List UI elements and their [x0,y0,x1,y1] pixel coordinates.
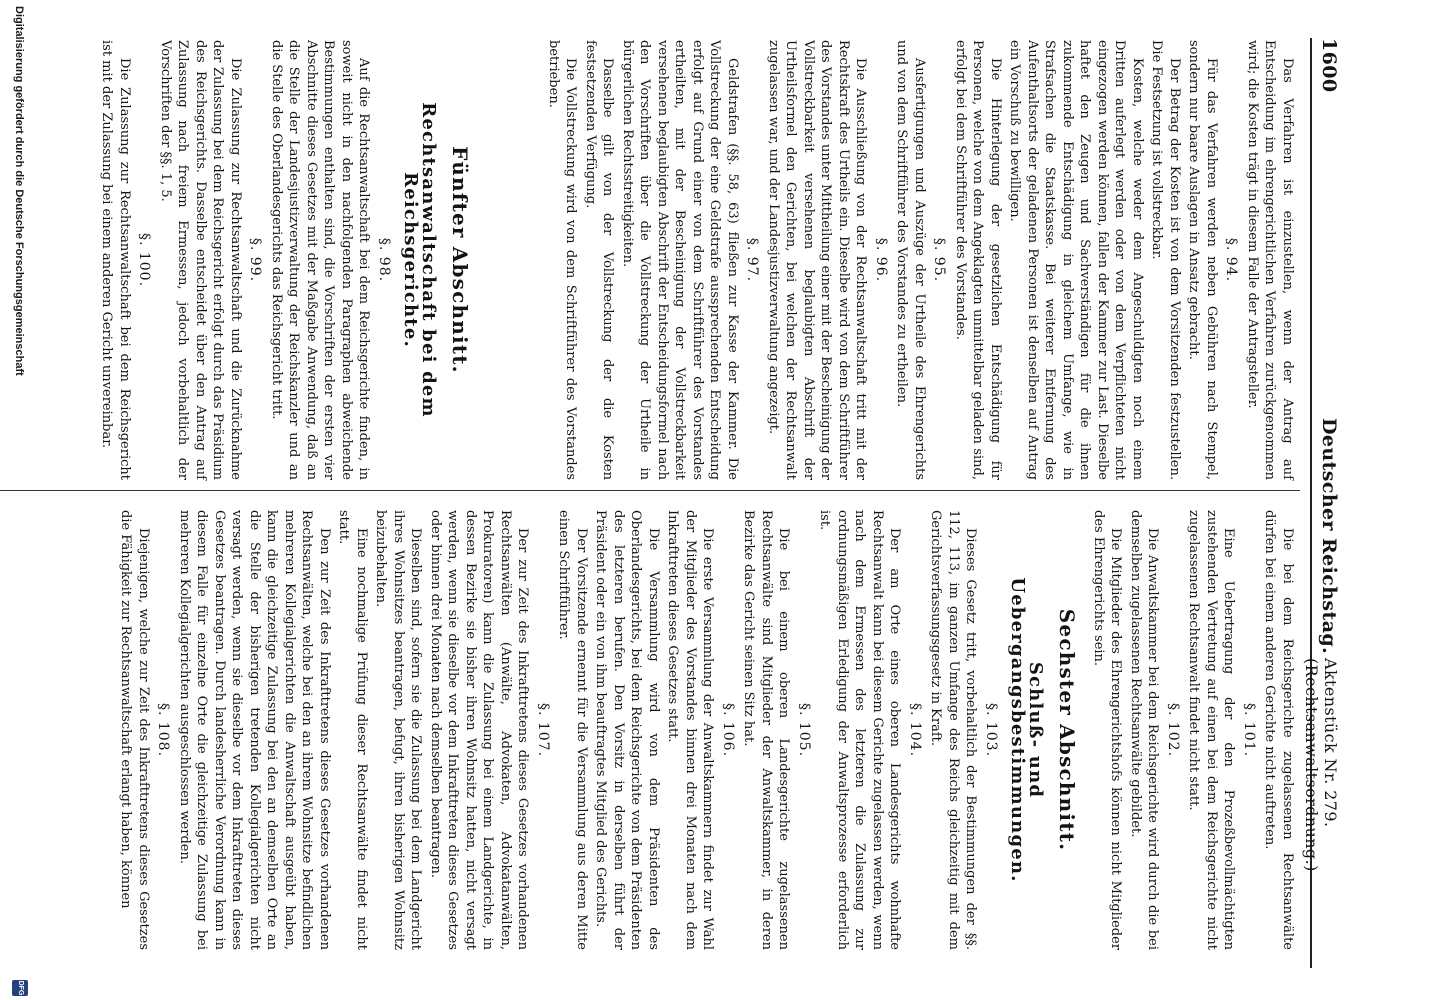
section-number: §. 108. [155,702,172,758]
chapter-title: Rechtsanwaltschaft bei dem Reichsgerichte. [400,102,439,418]
dfg-logo: DFG [12,980,28,996]
right-text-column [115,510,1296,950]
paragraph: Kosten, welche weder dem Angeschuldigten noch einem Dritten auferlegt werden oder von dem Verpflichteten nicht eingezogen werden können, fallen der Kammer zur Last. Dieselbe haftet den Zeugen und Sachverständigen für die ihnen zukommende Entschädigung in gleichem Umfange, wie in Strafsachen die Staatskasse. Bei weiterer Entfernung des Aufenthaltsorts der geladenen Personen ist denselben auf Antrag ein Vorschuß zu bewilligen. [1007,40,1145,480]
paragraph: Für das Verfahren werden neben Gebühren nach Stempel, sondern nur baare Auslagen in Ansatz gebracht. [1186,40,1219,480]
paragraph: Die Versammlung wird von dem Präsidenten des Oberlandesgerichts, bei dem Reichsgerichte von dem Präsidenten des letzteren berufen. Den Vorsitz in derselben führt der Präsident oder ein von ihm beauftragtes Mitglied des Gerichts. [593,510,661,950]
section-number: §. 98. [376,237,392,283]
chapter-heading: Sechster Abschnitt. [1055,608,1080,852]
section-number: §. 100. [136,232,153,288]
paragraph: Den zur Zeit des Inkrafttretens dieses Gesetzes vorhandenen Rechtsanwälten, welche bei den an ihrem Wohnsitze befindlichen mehreren Kollegialgerichten die Anwaltschaft ausgeübt haben, kann die gleichzeitige Zulassung bei den an demselben Orte an die Stelle der bisherigen tretenden Kollegialgerichten nicht versagt werden, wenn sie dieselbe vor dem Inkrafttreten dieses Gesetzes beantragen. Durch landesherrliche Verordnung kann in diesem Falle für einzelne Orte die gleichzeitige Zulassung bei mehreren Kollegialgerichten ausgeschlossen werden. [177,510,332,950]
paragraph: Die Anwaltskammer bei dem Reichsgerichte wird durch die bei demselben zugelassenen Rechtsanwälte gebildet. [1128,510,1161,950]
page-number: 1600 [1318,38,1340,93]
document-subtitle: Aktenstück Nr. 279. (Rechtsanwaltsordnung.) [1302,658,1340,872]
paragraph: Der Betrag der Kosten ist von dem Vorsitzenden festzustellen. Die Festsetzung ist vollstreckbar. [1149,40,1182,480]
section-number: §. 106. [720,702,736,758]
paragraph: Dasselbe gilt von der Vollstreckung der die Kosten festsetzenden Verfügung. [583,40,616,480]
paragraph: Eine nochmalige Prüfung dieser Rechtsanwälte findet nicht statt. [336,510,369,950]
digitization-footer [2,0,36,1000]
paragraph: Ausfertigungen und Auszüge der Urtheile des Ehrengerichts und von dem Schriftführer des Vorstandes zu ertheilen. [894,40,927,480]
section-number: §. 99. [247,237,264,283]
paragraph: Die Ausschließung von der Rechtsanwaltschaft tritt mit der Rechtskraft des Urtheils ein. Dieselbe wird von dem Schriftführer des Vorstandes unter Mittheilung einer mit der Bescheinigung der Vollstreckbarkeit versehenen beglaubigten Abschrift der Urtheilsformel den Gerichten, bei welchen der Rechtsanwalt zugelassen war, und der Landesjustizverwaltung angezeigt. [766,40,869,480]
paragraph: Die Mitglieder des Ehrengerichtshofs können nicht Mitglieder des Ehrengerichts sein. [1091,510,1124,950]
paragraph: Der am Orte eines oberen Landesgerichts wohnhafte Rechtsanwalt kann bei diesem Gerichte zugelassen werden, wenn nach dem Ermessen des letzteren die Zulassung zur ordnungsmäßigen Erledigung der Anwaltsprozesse erforderlich ist. [817,510,903,950]
paragraph: Auf die Rechtsanwaltschaft bei dem Reichsgerichte finden, in soweit nicht in den nachfolgenden Paragraphen abweichende Bestimmungen enthalten sind, die Vorschriften der ersten vier Abschnitte dieses Gesetzes mit der Maßgabe Anwendung, daß an die Stelle der Landesjustizverwaltung der Reichskanzler und an die Stelle des Oberlandesgerichts das Reichsgericht tritt. [269,40,372,480]
chapter-heading: Fünfter Abschnitt. [448,146,473,374]
paragraph: Der Vorsitzende ernennt für die Versammlung aus deren Mitte einen Schriftführer. [556,510,589,950]
paragraph: Das Verfahren ist einzustellen, wenn der Antrag auf Entscheidung im ehrengerichtlichen Verfahren zurückgenommen wird; die Kosten trägt in diesem Falle der Antragsteller. [1245,40,1295,480]
section-number: §. 97. [744,237,761,283]
section-number: §. 96. [873,237,889,283]
section-number: §. 103. [983,702,999,758]
paragraph: Die Hinterlegung der gesetzlichen Entschädigung für Personen, welche von dem Angeklagten unmittelbar geladen sind, erfolgt bei dem Schriftführer des Vorstandes. [953,40,1003,480]
paragraph: Dieses Gesetz tritt, vorbehaltlich der Bestimmungen der §§. 112, 113, im ganzen Umfange des Reichs gleichzeitig mit dem Gerichtsverfassungsgesetz in Kraft. [928,510,979,950]
section-number: §. 101. [1241,702,1257,758]
paragraph: Die Vollstreckung wird von dem Schriftführer des Vorstandes betrieben. [546,40,579,480]
digitization-note: Digitalisierung gefördert durch die Deutsche Forschungsgemeinschaft [13,6,25,376]
paragraph: Die erste Versammlung der Anwaltskammern findet zur Wahl der Mitglieder des Vorstandes binnen drei Monaten nach dem Inkrafttreten dieses Gesetzes statt. [665,510,716,950]
paragraph: Die Zulassung zur Rechtsanwaltschaft und die Zurücknahme der Zulassung bei dem Reichsgericht erfolgt durch das Präsidium des Reichsgerichts. Dasselbe entscheidet über den Antrag auf Zulassung nach freiem Ermessen, jedoch vorbehaltlich der Vorschriften der §§. 1, 5. [158,40,243,480]
chapter-title: Schluß- und Uebergangsbestimmungen. [1007,577,1046,883]
paragraph: Geldstrafen (§§. 58, 63) fließen zur Kasse der Kammer. Die Vollstreckung der eine Geldstrafe aussprechenden Entscheidung erfolgt auf Grund einer von dem Schriftführer des Vorstandes ertheilten, mit der Bescheinigung der Vollstreckbarkeit versehenen beglaubigten Abschrift der Entscheidungsformel nach den Vorschriften über die Vollstreckung der Urtheile in bürgerlichen Rechtsstreitigkeiten. [620,40,740,480]
page-title: Deutscher Reichstag. [1318,418,1340,655]
section-number: §. 104. [907,702,923,758]
page-header [1302,38,1346,968]
section-number: §. 107. [535,702,551,758]
section-number: §. 102. [1165,702,1181,758]
section-gap [483,40,543,480]
left-text-column [96,40,1296,480]
column-divider [0,490,1300,491]
section-number: §. 95. [931,237,948,283]
paragraph: Der zur Zeit des Inkrafttretens dieses Gesetzes vorhandenen Rechtsanwälten (Anwälte, Advokaten, Advokatanwälten, Prokuratoren) kann die Zulassung bei einem Landgerichte, in dessen Bezirke sie bisher ihren Wohnsitz hatten, nicht versagt werden, wenn sie dieselbe vor dem Inkrafttreten dieses Gesetzes oder binnen drei Monaten nach demselben beantragen. [428,510,531,950]
paragraph: Die Zulassung zur Rechtsanwaltschaft bei dem Reichsgericht ist mit der Zulassung bei einem anderen Gericht unvereinbar. [99,40,132,480]
paragraph: Eine Uebertragung der den Prozeßbevollmächtigten zustehenden Vertretung auf einen bei dem Reichsgerichte nicht zugelassenen Rechtsanwalt findet nicht statt. [1186,510,1237,950]
section-number: §. 94. [1223,237,1240,283]
paragraph: Die bei dem Reichsgerichte zugelassenen Rechtsanwälte dürfen bei einem anderen Gerichte nicht auftreten. [1262,510,1295,950]
section-number: §. 105. [796,702,812,758]
paragraph: Diejenigen, welche zur Zeit des Inkrafttretens dieses Gesetzes die Fähigkeit zur Rechtsanwaltschaft erlangt haben, können [118,510,151,950]
paragraph: Die bei einem oberen Landesgerichte zugelassenen Rechtsanwälte sind Mitglieder der Anwaltskammer, in deren Bezirke das Gericht seinen Sitz hat. [741,510,792,950]
paragraph: Dieselben sind, sofern sie die Zulassung bei dem Landgericht ihres Wohnsitzes beantragen, befugt, ihren bisherigen Wohnsitz beizubehalten. [373,510,424,950]
